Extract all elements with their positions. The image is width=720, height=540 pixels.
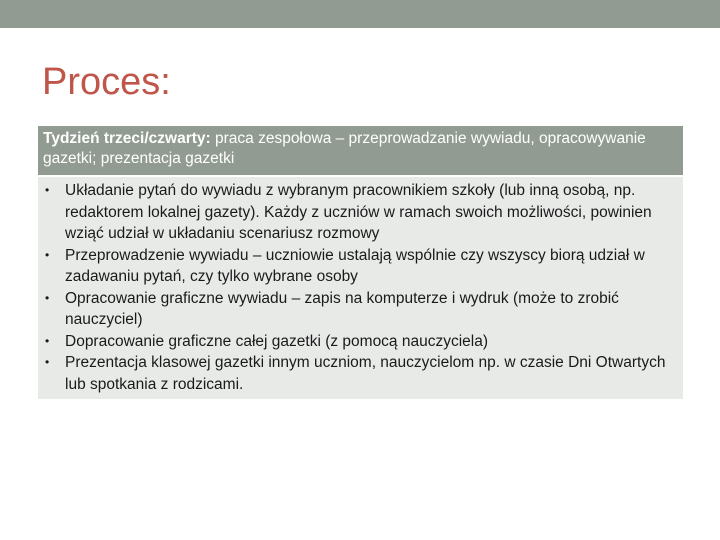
content-box bbox=[38, 177, 683, 399]
bullet-icon: • bbox=[45, 247, 50, 262]
top-band bbox=[0, 0, 720, 28]
list-item-text: Przeprowadzenie wywiadu – uczniowie ustalają wspólnie czy wszyscy biorą udział w zadawaniu pytań, czy tylko wybrane osoby bbox=[65, 246, 645, 285]
list-item-text: Opracowanie graficzne wywiadu – zapis na komputerze i wydruk (może to zrobić nauczyciel) bbox=[65, 289, 619, 328]
section-header bbox=[38, 126, 683, 175]
bullet-list bbox=[42, 180, 677, 395]
list-item-text: Prezentacja klasowej gazetki innym uczniom, nauczycielom np. w czasie Dni Otwartych lub spotkania z rodzicami. bbox=[65, 354, 666, 393]
list-item-text: Układanie pytań do wywiadu z wybranym pracownikiem szkoły (lub inną osobą, np. redaktorem lokalnej gazety). Każdy z uczniów w ramach swoich możliwości, powinien wziąć udział w układaniu scenariusz rozmowy bbox=[65, 182, 652, 242]
slide-title: Proces: bbox=[42, 61, 171, 103]
bullet-icon: • bbox=[45, 355, 50, 369]
list-item bbox=[42, 352, 677, 395]
section-header-bold: Tydzień trzeci/czwarty: bbox=[43, 130, 211, 147]
section-header-text: praca zespołowa – przeprowadzanie wywiadu, opracowywanie gazetki; prezentacja gazetki bbox=[43, 130, 646, 167]
list-item bbox=[42, 180, 677, 245]
bullet-icon: • bbox=[45, 183, 50, 197]
bullet-icon: • bbox=[45, 333, 50, 348]
list-item bbox=[42, 331, 677, 353]
bullet-icon: • bbox=[45, 290, 50, 305]
list-item bbox=[42, 245, 677, 288]
list-item-text: Dopracowanie graficzne całej gazetki (z pomocą nauczyciela) bbox=[65, 332, 489, 350]
list-item bbox=[42, 288, 677, 331]
